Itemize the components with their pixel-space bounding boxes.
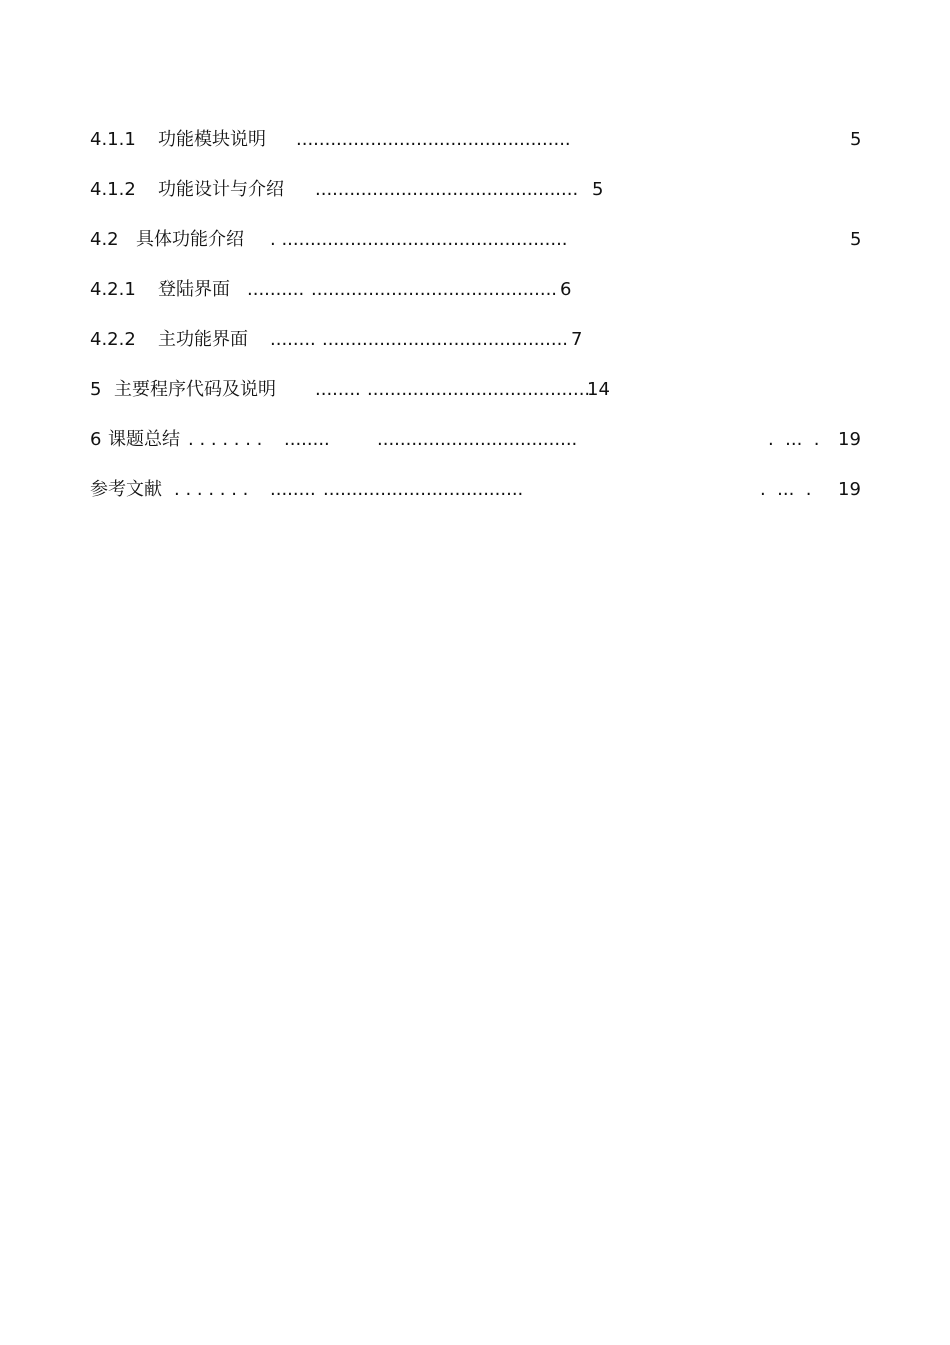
toc-entry-leader-3: ................................... bbox=[323, 479, 524, 500]
toc-entry-title: 主功能界面 bbox=[158, 329, 248, 350]
toc-entry-5[interactable] bbox=[90, 377, 862, 403]
toc-entry-title: 具体功能介绍 bbox=[136, 229, 244, 250]
toc-entry-number: 4.2.2 bbox=[90, 329, 136, 350]
toc-entry-references[interactable] bbox=[90, 477, 862, 503]
toc-entry-title: 课题总结 bbox=[108, 429, 180, 450]
toc-entry-4-2[interactable] bbox=[90, 227, 862, 253]
toc-entry-leader-4: . ... . bbox=[768, 429, 820, 450]
toc-entry-title: 功能设计与介绍 bbox=[158, 179, 284, 200]
toc-entry-leader-2: ....................................... bbox=[367, 379, 591, 400]
toc-entry-4-2-2[interactable] bbox=[90, 327, 862, 353]
toc-entry-number: 5 bbox=[90, 379, 102, 400]
toc-entry-leader-2: ........................................... bbox=[322, 329, 569, 350]
toc-entry-leader: . . . . . . . bbox=[174, 479, 249, 500]
toc-entry-title: 功能模块说明 bbox=[158, 129, 266, 150]
toc-entry-title: 参考文献 bbox=[90, 479, 162, 500]
toc-entry-leader-2: ........ bbox=[284, 429, 330, 450]
toc-entry-page: 5 bbox=[592, 179, 604, 200]
toc-entry-leader: ........ bbox=[270, 329, 316, 350]
toc-entry-number: 4.2 bbox=[90, 229, 119, 250]
toc-entry-6[interactable] bbox=[90, 427, 862, 453]
toc-entry-page: 5 bbox=[850, 229, 862, 250]
toc-entry-leader-3: ................................... bbox=[377, 429, 578, 450]
toc-entry-number: 6 bbox=[90, 429, 102, 450]
toc-entry-number: 4.2.1 bbox=[90, 279, 136, 300]
toc-entry-leader: . . . . . . . bbox=[188, 429, 263, 450]
toc-entry-title: 登陆界面 bbox=[158, 279, 230, 300]
toc-entry-4-1-2[interactable] bbox=[90, 177, 862, 203]
toc-entry-page: 5 bbox=[850, 129, 862, 150]
toc-entry-page: 19 bbox=[838, 429, 861, 450]
toc-entry-leader-4: . ... . bbox=[760, 479, 812, 500]
toc-entry-leader: ........ bbox=[315, 379, 361, 400]
toc-entry-leader-2: ........ bbox=[270, 479, 316, 500]
toc-entry-number: 4.1.2 bbox=[90, 179, 136, 200]
toc-entry-page: 6 bbox=[560, 279, 572, 300]
toc-entry-4-1-1[interactable] bbox=[90, 127, 862, 153]
toc-entry-page: 14 bbox=[587, 379, 610, 400]
toc-entry-4-2-1[interactable] bbox=[90, 277, 862, 303]
toc-entry-leader-2: ........................................... bbox=[311, 279, 558, 300]
toc-entry-page: 7 bbox=[571, 329, 583, 350]
toc-entry-page: 19 bbox=[838, 479, 861, 500]
toc-entry-number: 4.1.1 bbox=[90, 129, 136, 150]
toc-entry-leader: .............................................. bbox=[315, 179, 579, 200]
toc-entry-leader: .......... bbox=[247, 279, 305, 300]
toc-entry-title: 主要程序代码及说明 bbox=[114, 379, 276, 400]
toc-entry-leader: ................................................ bbox=[296, 129, 571, 150]
toc-entry-leader: . .................................................. bbox=[270, 229, 568, 250]
